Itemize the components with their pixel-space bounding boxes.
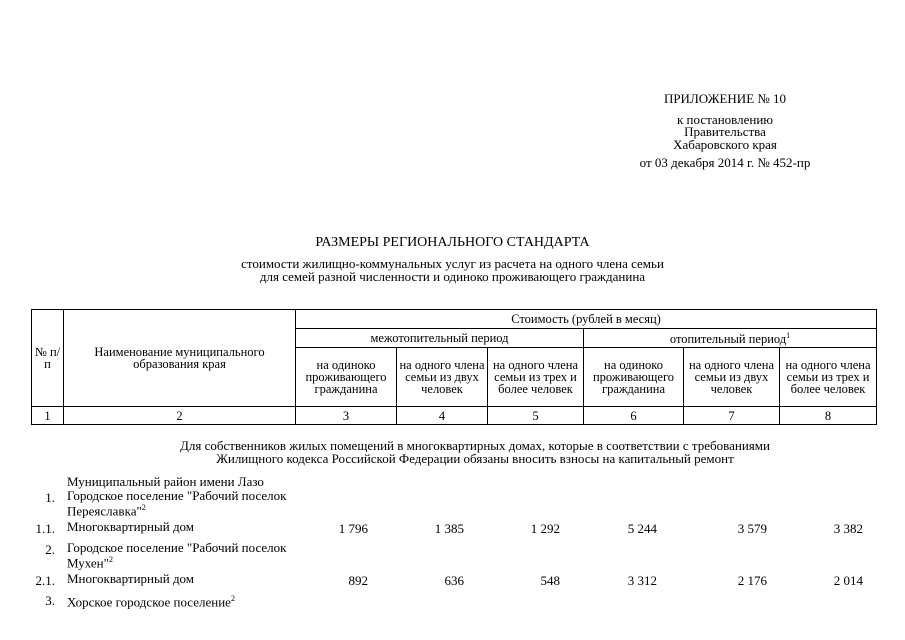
row-name: Городское поселение "Рабочий поселок Переяславка" xyxy=(67,488,287,519)
heat-period-footnote: 1 xyxy=(786,331,791,341)
sub-header-single-1: на одиноко проживающего гражданина xyxy=(296,348,397,407)
row-title xyxy=(67,490,302,517)
table-row xyxy=(0,521,905,537)
sub-header-two-1: на одного члена семьи из двух человек xyxy=(397,348,488,407)
table-row xyxy=(0,573,905,589)
table-row xyxy=(0,593,905,609)
row-footnote: 2 xyxy=(108,555,113,564)
table-row xyxy=(0,540,905,571)
value-col-8: 2 014 xyxy=(833,573,863,588)
appendix-line-2: Правительства xyxy=(684,124,766,139)
sub-header-single-2: на одиноко проживающего гражданина xyxy=(584,348,684,407)
col-number-3: 3 xyxy=(296,407,397,425)
col-number-6: 6 xyxy=(584,407,684,425)
heat-period-label: отопительный период xyxy=(669,332,787,347)
document-subtitle-2: для семей разной численности и одиноко проживающего гражданина xyxy=(259,269,646,284)
row-title xyxy=(67,542,302,569)
value-col-4: 1 385 xyxy=(434,521,464,536)
row-footnote: 2 xyxy=(230,594,235,603)
value-col-8: 3 382 xyxy=(833,521,863,536)
standards-table-header xyxy=(31,309,877,425)
heat-period-header xyxy=(584,329,877,348)
appendix-title: ПРИЛОЖЕНИЕ № 10 xyxy=(663,91,787,106)
row-number: 1.1. xyxy=(35,521,55,536)
value-col-4: 636 xyxy=(444,573,464,588)
row-name: Городское поселение "Рабочий поселок Мухен" xyxy=(67,540,287,571)
row-title xyxy=(67,593,235,608)
row-number: 2. xyxy=(45,542,55,557)
document-subtitle-1: стоимости жилищно-коммунальных услуг из расчета на одного члена семьи xyxy=(241,256,664,271)
value-col-3: 892 xyxy=(348,573,368,588)
col-number-1: 1 xyxy=(32,407,64,425)
sub-header-two-2: на одного члена семьи из двух человек xyxy=(684,348,780,407)
section-note-line-1: Для собственников жилых помещений в многоквартирных домах, которые в соответствии с требованиями xyxy=(180,438,770,453)
district-name: Муниципальный район имени Лазо xyxy=(67,474,264,489)
section-note-line-2: Жилищного кодекса Российской Федерации обязаны вносить взносы на капитальный ремонт xyxy=(216,451,734,466)
value-col-5: 548 xyxy=(540,573,560,588)
col-number-5: 5 xyxy=(488,407,584,425)
value-col-3: 1 796 xyxy=(338,521,368,536)
col-number-8: 8 xyxy=(780,407,877,425)
document-title: РАЗМЕРЫ РЕГИОНАЛЬНОГО СТАНДАРТА xyxy=(315,235,590,250)
row-name: Хорское городское поселение xyxy=(67,594,231,610)
col-number-7: 7 xyxy=(684,407,780,425)
sub-header-three-1: на одного члена семьи из трех и более человек xyxy=(488,348,584,407)
col-number-2: 2 xyxy=(64,407,296,425)
inter-period-header: межотопительный период xyxy=(296,329,584,348)
value-col-5: 1 292 xyxy=(530,521,560,536)
table-row xyxy=(0,488,905,519)
row-number: 3. xyxy=(45,593,55,608)
value-col-6: 3 312 xyxy=(627,573,657,588)
appendix-line-3: Хабаровского края xyxy=(673,137,777,152)
sub-header-three-2: на одного члена семьи из трех и более человек xyxy=(780,348,877,407)
row-number: 1. xyxy=(45,490,55,505)
row-number: 2.1. xyxy=(35,573,55,588)
appendix-line-1: к постановлению xyxy=(676,112,774,127)
row-footnote: 2 xyxy=(141,503,146,512)
appendix-line-4: от 03 декабря 2014 г. № 452-пр xyxy=(639,155,811,170)
cost-header: Стоимость (рублей в месяц) xyxy=(296,310,877,329)
col-number-4: 4 xyxy=(397,407,488,425)
row-name: Многоквартирный дом xyxy=(67,571,195,586)
value-col-6: 5 244 xyxy=(627,521,657,536)
value-col-7: 2 176 xyxy=(737,573,767,588)
col-name-header: Наименование муниципального образования края xyxy=(64,310,296,407)
value-col-7: 3 579 xyxy=(737,521,767,536)
row-name: Многоквартирный дом xyxy=(67,519,195,534)
col-num-header: № п/п xyxy=(32,310,64,407)
